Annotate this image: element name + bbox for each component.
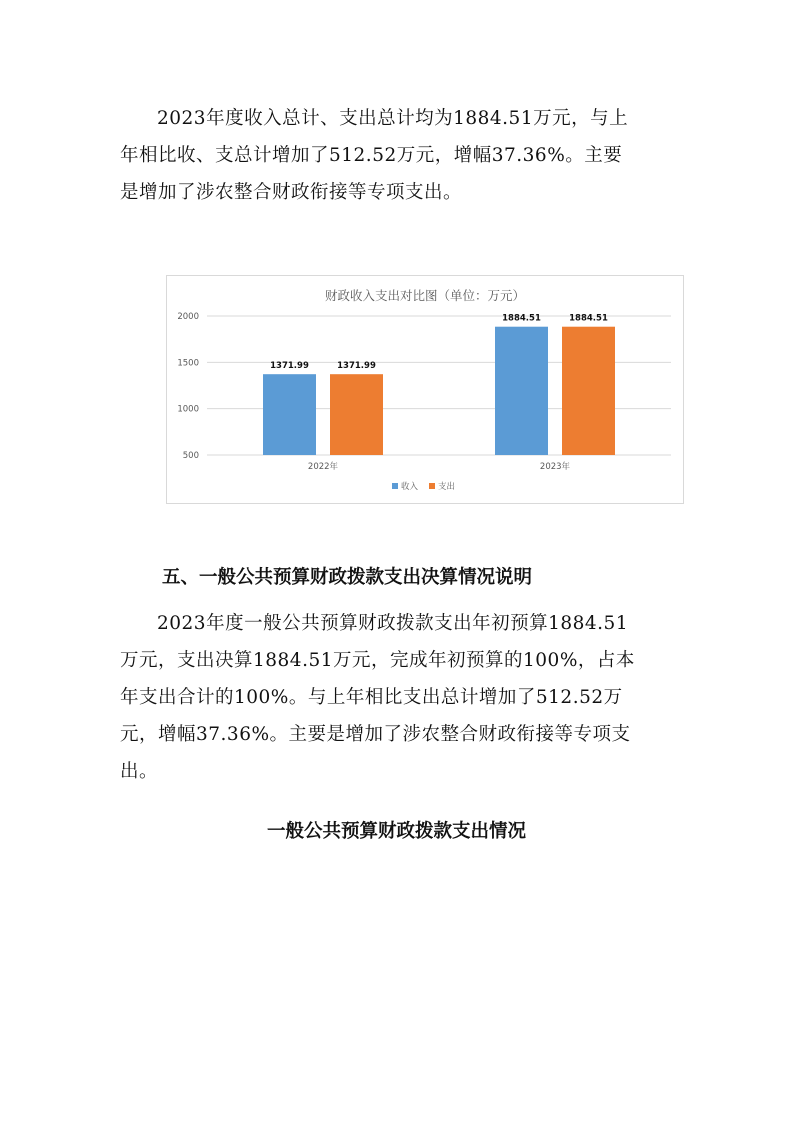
bar <box>263 374 316 455</box>
income-expense-bar-chart <box>166 275 684 504</box>
paragraph-general-budget-expense <box>120 605 675 790</box>
paragraph-line: 2023年度一般公共预算财政拨款支出年初预算1884.51 <box>157 613 629 634</box>
x-tick-label: 2023年 <box>539 462 571 472</box>
y-tick-label: 2000 <box>177 312 199 322</box>
data-label: 1884.51 <box>569 313 608 324</box>
paragraph-line: 年支出合计的100%。与上年相比支出总计增加了512.52万 <box>120 687 623 708</box>
legend-swatch <box>392 483 398 489</box>
paragraph-line: 年相比收、支总计增加了512.52万元，增幅37.36%。主要 <box>120 145 623 166</box>
bar <box>330 374 383 455</box>
y-tick-label: 1000 <box>177 404 199 415</box>
paragraph-line: 是增加了涉农整合财政衔接等专项支出。 <box>120 182 463 203</box>
data-label: 1371.99 <box>337 361 376 372</box>
legend-label: 收入 <box>401 482 419 492</box>
y-tick-label: 1500 <box>177 358 199 369</box>
bar <box>495 327 548 455</box>
section-heading: 五、一般公共预算财政拨款支出决算情况说明 <box>162 567 533 588</box>
data-label: 1371.99 <box>270 361 309 372</box>
paragraph-line: 万元，支出决算1884.51万元，完成年初预算的100%，占本 <box>120 650 635 671</box>
paragraph-line: 出。 <box>120 761 159 782</box>
chart-canvas <box>167 276 683 503</box>
paragraph-line: 元，增幅37.36%。主要是增加了涉农整合财政衔接等专项支 <box>120 724 631 745</box>
y-tick-label: 500 <box>182 451 199 461</box>
chart-title: 财政收入支出对比图（单位：万元） <box>324 288 526 303</box>
data-label: 1884.51 <box>502 313 541 324</box>
paragraph-income-expense-summary <box>120 100 675 211</box>
paragraph-line: 2023年度收入总计、支出总计均为1884.51万元，与上 <box>157 108 629 129</box>
legend-swatch <box>429 483 435 489</box>
x-tick-label: 2022年 <box>307 462 339 472</box>
bar <box>562 327 615 455</box>
subsection-heading: 一般公共预算财政拨款支出情况 <box>266 821 526 842</box>
legend-label: 支出 <box>438 482 456 492</box>
